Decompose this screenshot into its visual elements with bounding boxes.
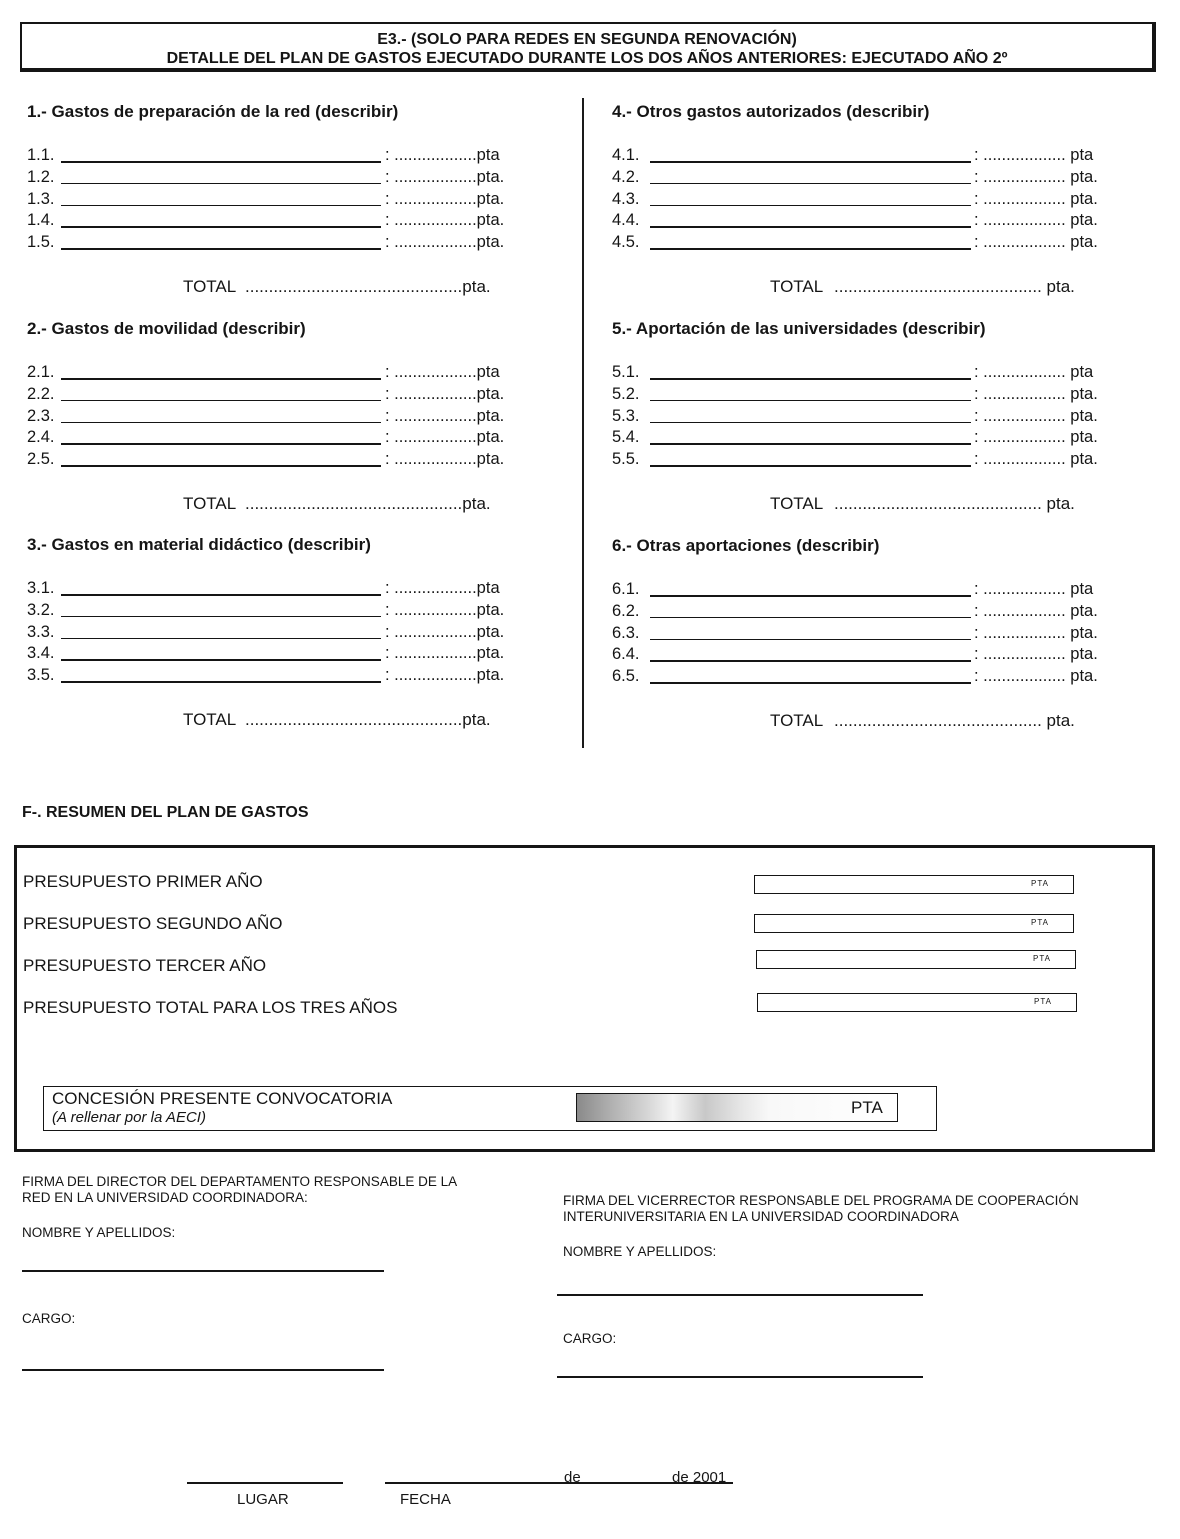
budget-total-label: PRESUPUESTO TOTAL PARA LOS TRES AÑOS	[23, 998, 398, 1017]
amount-field[interactable]: : .................. pta.	[974, 233, 1098, 252]
description-field[interactable]	[650, 400, 971, 402]
description-field[interactable]	[61, 616, 381, 618]
expense-line	[612, 666, 1142, 688]
description-field[interactable]	[61, 183, 381, 185]
total-label: TOTAL	[770, 710, 824, 730]
description-field[interactable]	[650, 660, 971, 662]
expense-line	[612, 189, 1142, 211]
fecha-de: de	[564, 1469, 581, 1486]
expense-section-4	[612, 102, 1142, 298]
description-field[interactable]	[650, 422, 971, 424]
amount-field[interactable]: : ..................pta.	[385, 428, 505, 447]
right-name-line[interactable]	[557, 1294, 923, 1296]
header-line-2: DETALLE DEL PLAN DE GASTOS EJECUTADO DURANTE LOS DOS AÑOS ANTERIORES: EJECUTADO AÑO 2º	[166, 50, 1008, 67]
amount-field[interactable]: : .................. pta.	[974, 428, 1098, 447]
right-cargo-label: CARGO:	[563, 1331, 617, 1346]
amount-field[interactable]: : .................. pta.	[974, 645, 1098, 664]
section-title: 6.- Otras aportaciones (describir)	[612, 536, 880, 555]
line-number: 3.3.	[27, 622, 55, 641]
line-number: 5.3.	[612, 406, 640, 425]
line-number: 2.2.	[27, 384, 55, 403]
amount-field[interactable]: : .................. pta.	[974, 189, 1098, 208]
column-divider	[582, 98, 584, 748]
budget-year-1-label: PRESUPUESTO PRIMER AÑO	[23, 872, 263, 891]
total-row	[612, 493, 1142, 515]
expense-line	[27, 665, 557, 687]
left-cargo-line[interactable]	[22, 1369, 384, 1371]
left-signature-title-1: FIRMA DEL DIRECTOR DEL DEPARTAMENTO RESPONSABLE DE LA	[22, 1174, 458, 1189]
expense-line	[612, 210, 1142, 232]
total-row	[612, 276, 1142, 298]
line-number: 1.3.	[27, 189, 55, 208]
amount-field[interactable]: : ..................pta.	[385, 384, 505, 403]
right-cargo-line[interactable]	[557, 1376, 923, 1378]
amount-field[interactable]: : ..................pta	[385, 579, 500, 597]
expense-section-2	[27, 319, 557, 515]
expense-section-5	[612, 319, 1142, 515]
description-field[interactable]	[650, 205, 971, 207]
expense-line	[27, 600, 557, 622]
concesion-box	[43, 1086, 937, 1131]
section-title: 1.- Gastos de preparación de la red (describir)	[27, 102, 399, 121]
amount-field[interactable]: : ..................pta.	[385, 189, 505, 208]
budget-year-2-field[interactable]	[754, 914, 1074, 933]
amount-field[interactable]: : ..................pta.	[385, 666, 505, 685]
description-field[interactable]	[61, 161, 381, 163]
description-field[interactable]	[61, 443, 381, 445]
total-amount-field[interactable]: ............................................ pta.	[834, 493, 1075, 513]
amount-field[interactable]: : .................. pta.	[974, 450, 1098, 469]
amount-field[interactable]: : .................. pta.	[974, 167, 1098, 186]
line-number: 2.4.	[27, 428, 55, 447]
amount-field[interactable]: : ..................pta	[385, 363, 500, 381]
line-number: 4.4.	[612, 211, 640, 230]
expense-line	[27, 384, 557, 406]
expense-line	[27, 189, 557, 211]
total-label: TOTAL	[183, 493, 237, 513]
description-field[interactable]	[650, 682, 971, 684]
line-number: 6.2.	[612, 601, 640, 620]
concesion-note: (A rellenar por la AECI)	[52, 1109, 206, 1126]
line-number: 3.1.	[27, 579, 55, 597]
expense-line	[27, 232, 557, 254]
expense-line	[27, 362, 557, 384]
description-field[interactable]	[650, 226, 971, 228]
amount-field[interactable]: : .................. pta	[974, 146, 1094, 164]
section-title: 2.- Gastos de movilidad (describir)	[27, 319, 306, 338]
header-line-1: E3.- (SOLO PARA REDES EN SEGUNDA RENOVACIÓN)	[377, 31, 797, 48]
expense-line	[612, 406, 1142, 428]
expense-line	[612, 145, 1142, 167]
description-field[interactable]	[61, 205, 381, 207]
amount-field[interactable]: : ..................pta.	[385, 622, 505, 641]
expense-section-6	[612, 536, 1142, 732]
line-number: 4.5.	[612, 233, 640, 252]
description-field[interactable]	[650, 617, 971, 619]
budget-year-3-label: PRESUPUESTO TERCER AÑO	[23, 956, 267, 975]
budget-total-field[interactable]	[757, 993, 1077, 1012]
total-label: TOTAL	[770, 276, 824, 296]
concesion-field[interactable]	[576, 1093, 898, 1122]
fecha-de-year: de 2001	[672, 1469, 727, 1486]
amount-field[interactable]: : ..................pta.	[385, 450, 505, 469]
line-number: 6.1.	[612, 580, 640, 598]
total-amount-field[interactable]: ..............................................pta.	[245, 493, 491, 513]
budget-year-1-unit: PTA	[1031, 879, 1049, 888]
line-number: 2.5.	[27, 450, 55, 469]
amount-field[interactable]: : ..................pta.	[385, 600, 505, 619]
description-field[interactable]	[61, 681, 381, 683]
amount-field[interactable]: : .................. pta.	[974, 406, 1098, 425]
budget-year-2-unit: PTA	[1031, 918, 1049, 927]
budget-year-3-field[interactable]	[756, 950, 1076, 969]
expense-line	[612, 449, 1142, 471]
right-name-label: NOMBRE Y APELLIDOS:	[563, 1244, 717, 1259]
line-number: 4.2.	[612, 167, 640, 186]
total-label: TOTAL	[183, 709, 237, 729]
amount-field[interactable]: : .................. pta.	[974, 601, 1098, 620]
total-label: TOTAL	[183, 276, 237, 296]
description-field[interactable]	[61, 659, 381, 661]
section-title: 4.- Otros gastos autorizados (describir)	[612, 102, 930, 121]
right-signature-title-1: FIRMA DEL VICERRECTOR RESPONSABLE DEL PROGRAMA DE COOPERACIÓN	[563, 1193, 1079, 1208]
lugar-label: LUGAR	[237, 1491, 289, 1508]
summary-box	[14, 845, 1155, 1152]
total-label: TOTAL	[770, 493, 824, 513]
description-field[interactable]	[650, 595, 971, 597]
description-field[interactable]	[650, 465, 971, 467]
expense-line	[27, 210, 557, 232]
amount-field[interactable]: : ..................pta.	[385, 211, 505, 230]
amount-field[interactable]: : .................. pta.	[974, 211, 1098, 230]
amount-field[interactable]: : ..................pta.	[385, 167, 505, 186]
line-number: 1.4.	[27, 211, 55, 230]
total-row	[27, 276, 557, 298]
budget-year-1-field[interactable]	[754, 875, 1074, 894]
line-number: 5.1.	[612, 363, 640, 381]
expense-line	[612, 623, 1142, 645]
description-field[interactable]	[650, 183, 971, 185]
line-number: 3.2.	[27, 600, 55, 619]
total-row	[27, 493, 557, 515]
total-amount-field[interactable]: ..............................................pta.	[245, 709, 491, 729]
expense-section-3	[27, 535, 557, 731]
expense-line	[27, 167, 557, 189]
amount-field[interactable]: : .................. pta.	[974, 623, 1098, 642]
section-header	[20, 22, 1156, 72]
expense-line	[612, 232, 1142, 254]
description-field[interactable]	[650, 248, 971, 250]
expense-line	[27, 427, 557, 449]
amount-field[interactable]: : .................. pta	[974, 580, 1094, 598]
line-number: 3.4.	[27, 644, 55, 663]
description-field[interactable]	[650, 378, 971, 380]
left-name-line[interactable]	[22, 1270, 384, 1272]
line-number: 6.5.	[612, 667, 640, 686]
fecha-label: FECHA	[400, 1491, 451, 1508]
budget-total-unit: PTA	[1034, 997, 1052, 1006]
concesion-unit: PTA	[851, 1098, 883, 1117]
expense-line	[612, 644, 1142, 666]
left-cargo-label: CARGO:	[22, 1311, 76, 1326]
description-field[interactable]	[61, 594, 381, 596]
expense-line	[27, 449, 557, 471]
expense-line	[27, 643, 557, 665]
expense-line	[27, 406, 557, 428]
total-amount-field[interactable]: ............................................ pta.	[834, 276, 1075, 296]
amount-field[interactable]: : ..................pta	[385, 146, 500, 164]
expense-line	[27, 622, 557, 644]
expense-line	[612, 601, 1142, 623]
description-field[interactable]	[61, 248, 381, 250]
section-title: 5.- Aportación de las universidades (describir)	[612, 319, 986, 338]
expense-line	[27, 578, 557, 600]
amount-field[interactable]: : .................. pta	[974, 363, 1094, 381]
description-field[interactable]	[61, 422, 381, 424]
line-number: 5.4.	[612, 428, 640, 447]
line-number: 4.3.	[612, 189, 640, 208]
description-field[interactable]	[61, 400, 381, 402]
total-amount-field[interactable]: ..............................................pta.	[245, 276, 491, 296]
description-field[interactable]	[650, 639, 971, 641]
expense-line	[612, 167, 1142, 189]
section-title: 3.- Gastos en material didáctico (describir)	[27, 535, 371, 554]
line-number: 5.2.	[612, 384, 640, 403]
summary-title: F-. RESUMEN DEL PLAN DE GASTOS	[22, 804, 309, 821]
line-number: 1.5.	[27, 233, 55, 252]
amount-field[interactable]: : ..................pta.	[385, 644, 505, 663]
line-number: 2.1.	[27, 363, 55, 381]
line-number: 5.5.	[612, 450, 640, 469]
expense-line	[612, 579, 1142, 601]
budget-year-2-label: PRESUPUESTO SEGUNDO AÑO	[23, 914, 283, 933]
description-field[interactable]	[61, 638, 381, 640]
amount-field[interactable]: : ..................pta.	[385, 406, 505, 425]
left-name-label: NOMBRE Y APELLIDOS:	[22, 1225, 176, 1240]
lugar-line[interactable]	[187, 1482, 343, 1484]
description-field[interactable]	[61, 465, 381, 467]
line-number: 3.5.	[27, 666, 55, 685]
amount-field[interactable]: : .................. pta.	[974, 667, 1098, 686]
expense-line	[612, 427, 1142, 449]
amount-field[interactable]: : .................. pta.	[974, 384, 1098, 403]
budget-year-3-unit: PTA	[1033, 954, 1051, 963]
expense-line	[612, 384, 1142, 406]
expense-section-1	[27, 102, 557, 298]
expense-line	[27, 145, 557, 167]
line-number: 2.3.	[27, 406, 55, 425]
expense-line	[612, 362, 1142, 384]
description-field[interactable]	[61, 378, 381, 380]
total-row	[612, 710, 1142, 732]
concesion-label: CONCESIÓN PRESENTE CONVOCATORIA	[52, 1089, 393, 1108]
total-amount-field[interactable]: ............................................ pta.	[834, 710, 1075, 730]
line-number: 6.3.	[612, 623, 640, 642]
right-signature-title-2: INTERUNIVERSITARIA EN LA UNIVERSIDAD COORDINADORA	[563, 1209, 959, 1224]
line-number: 4.1.	[612, 146, 640, 164]
line-number: 6.4.	[612, 645, 640, 664]
amount-field[interactable]: : ..................pta.	[385, 233, 505, 252]
line-number: 1.1.	[27, 146, 55, 164]
description-field[interactable]	[650, 443, 971, 445]
left-signature-title-2: RED EN LA UNIVERSIDAD COORDINADORA:	[22, 1190, 308, 1205]
description-field[interactable]	[61, 226, 381, 228]
line-number: 1.2.	[27, 167, 55, 186]
total-row	[27, 709, 557, 731]
description-field[interactable]	[650, 161, 971, 163]
